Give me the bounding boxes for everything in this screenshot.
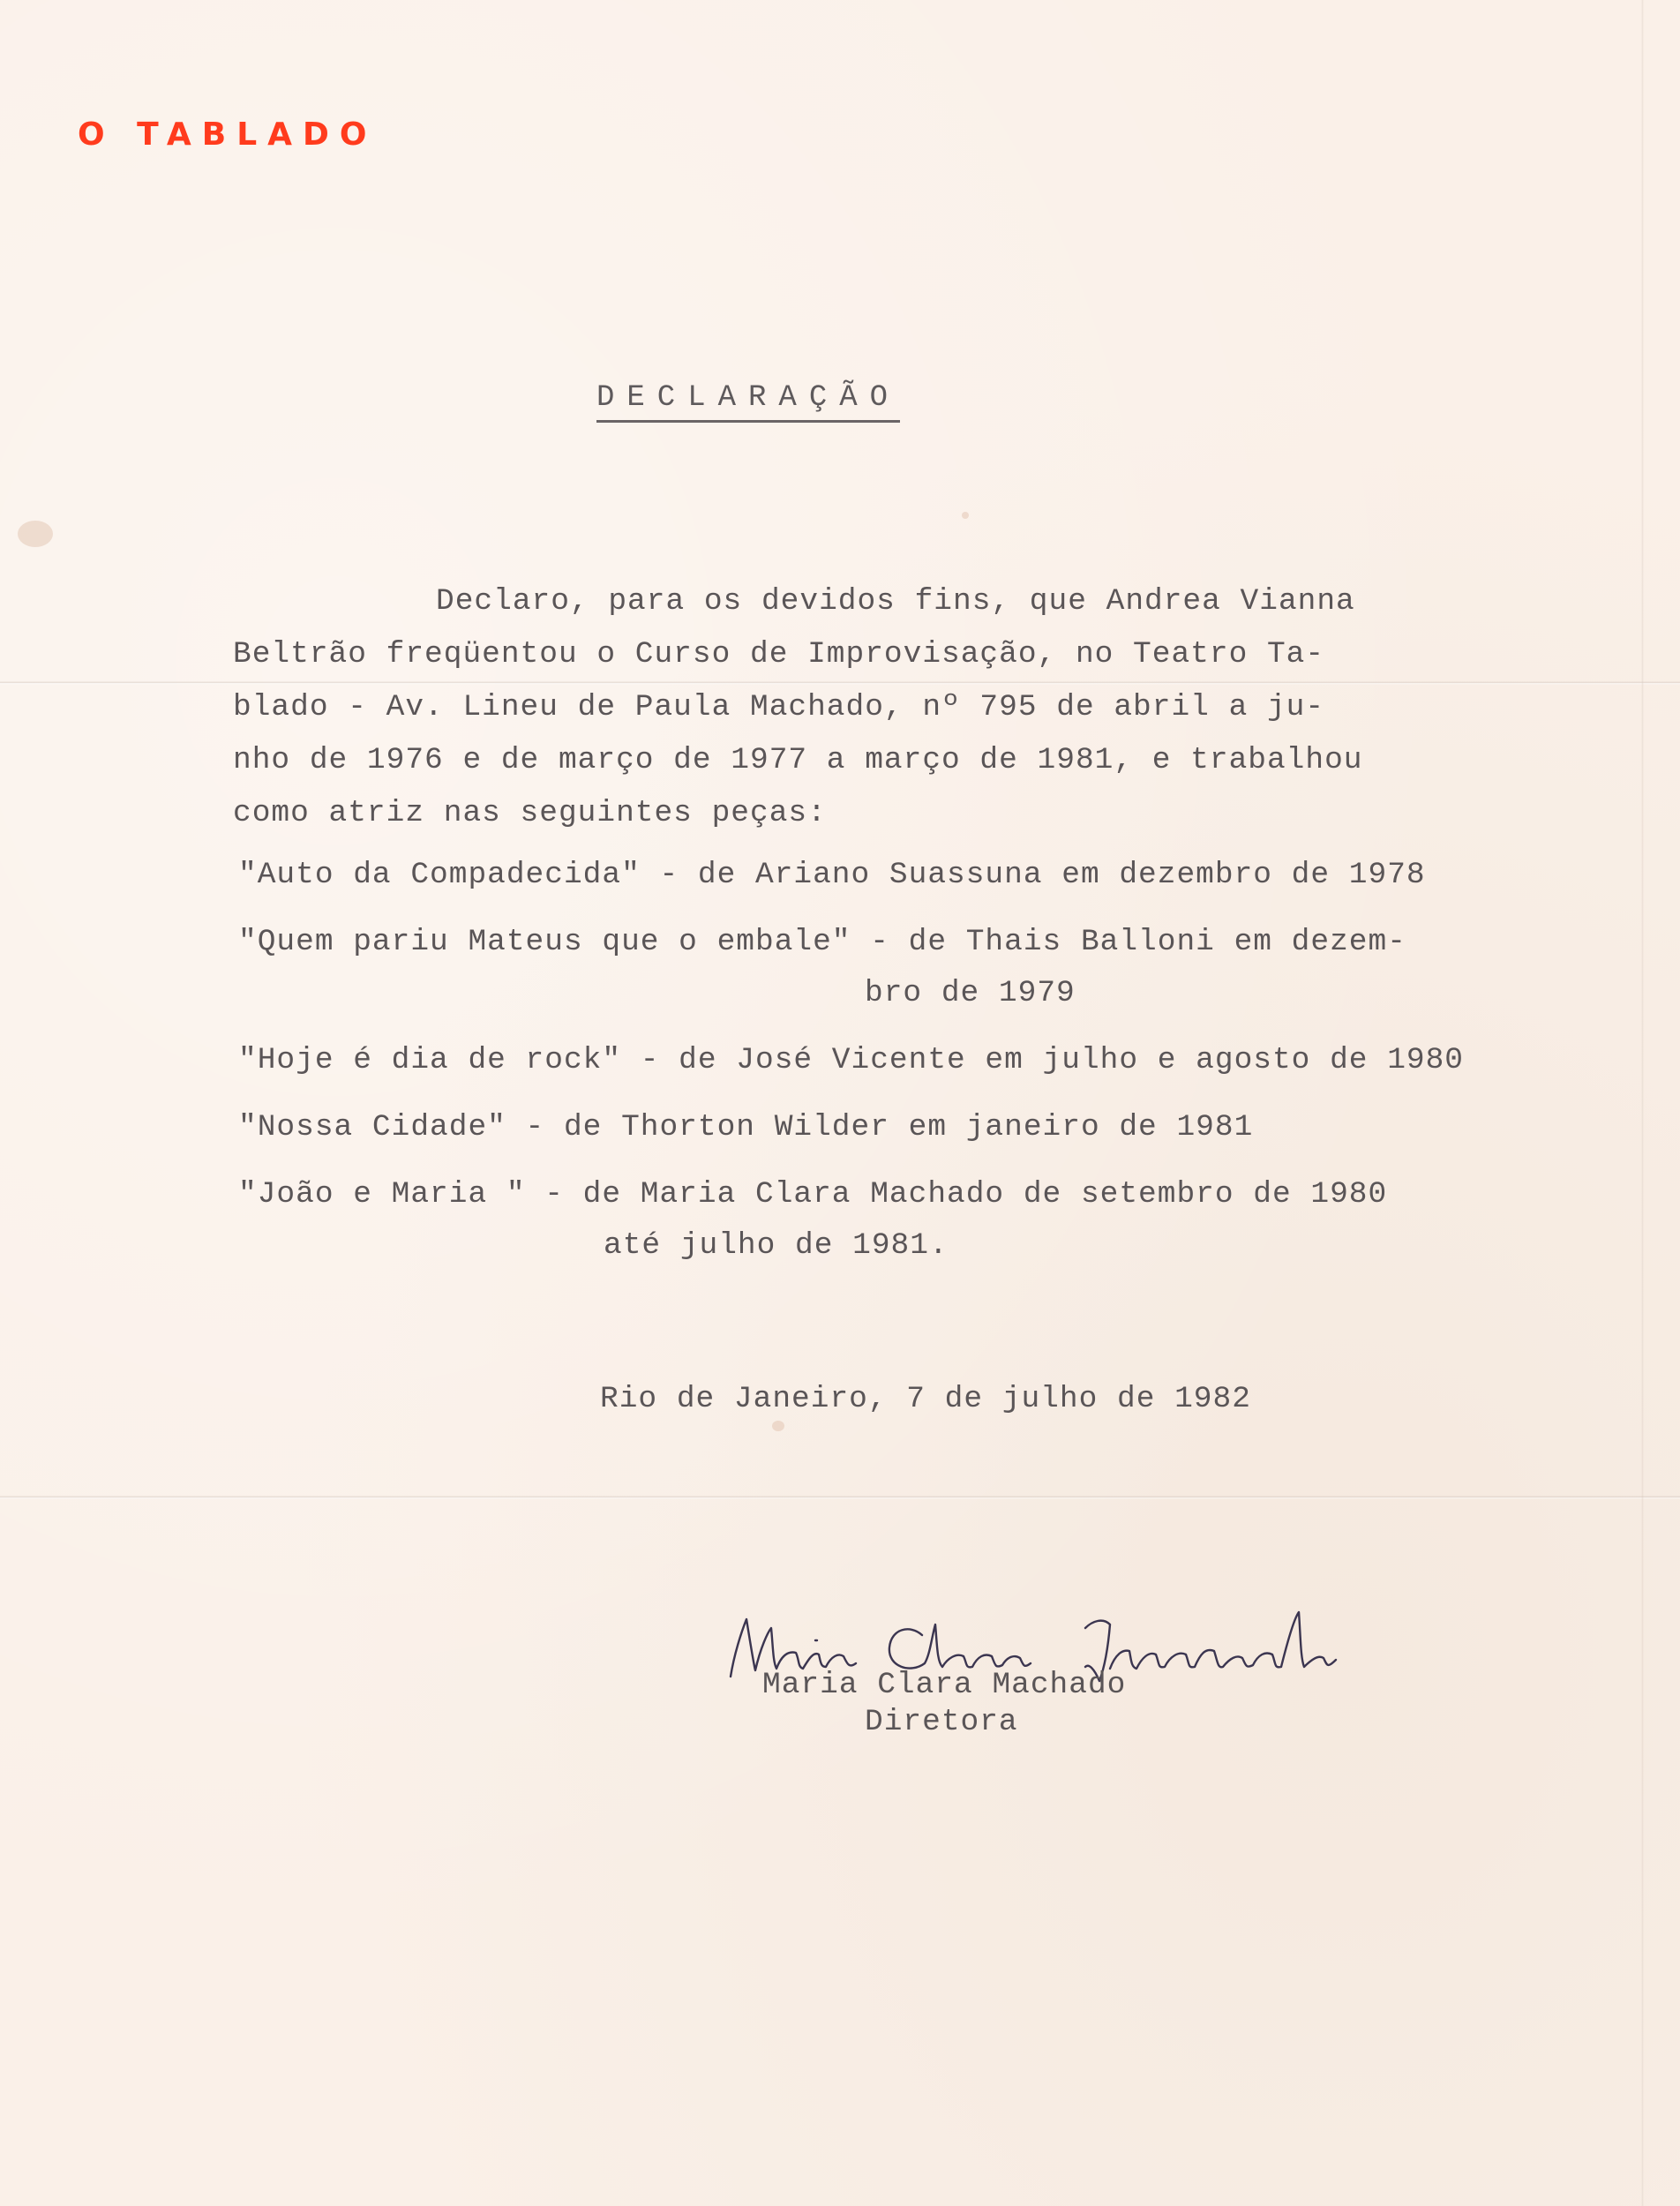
body-line: nho de 1976 e de março de 1977 a março de 1981, e trabalhou — [233, 743, 1363, 777]
body-line: como atriz nas seguintes peças: — [233, 796, 827, 830]
paper-stain — [772, 1421, 784, 1431]
play-entry: "Quem pariu Mateus que o embale" - de Thais Balloni em dezem- — [238, 925, 1406, 959]
paper-fold-bottom — [0, 1496, 1680, 1499]
letterhead: O TABLADO — [78, 116, 378, 153]
play-entry: "Hoje é dia de rock" - de José Vicente em julho e agosto de 1980 — [238, 1043, 1465, 1077]
place-date: Rio de Janeiro, 7 de julho de 1982 — [600, 1382, 1251, 1416]
paper-stain — [18, 521, 53, 547]
paper-fold-top — [0, 681, 1680, 685]
play-entry: "Auto da Compadecida" - de Ariano Suassuna em dezembro de 1978 — [238, 858, 1426, 892]
paper-fold-vertical — [1641, 0, 1644, 2206]
body-line: Beltrão freqüentou o Curso de Improvisação, no Teatro Ta- — [233, 637, 1325, 672]
body-line: blado - Av. Lineu de Paula Machado, nº 795 de abril a ju- — [233, 690, 1325, 724]
document-title: DECLARAÇÃO — [596, 381, 900, 423]
paper-stain — [962, 512, 969, 519]
body-line: Declaro, para os devidos fins, que Andrea Vianna — [436, 584, 1355, 619]
play-entry: "Nossa Cidade" - de Thorton Wilder em janeiro de 1981 — [238, 1110, 1254, 1144]
signatory-name: Maria Clara Machado — [762, 1668, 1127, 1702]
play-entry-continuation: bro de 1979 — [865, 976, 1076, 1010]
play-entry: "João e Maria " - de Maria Clara Machado de setembro de 1980 — [238, 1177, 1388, 1212]
signatory-role: Diretora — [865, 1705, 1018, 1739]
play-entry-continuation: até julho de 1981. — [604, 1228, 949, 1263]
